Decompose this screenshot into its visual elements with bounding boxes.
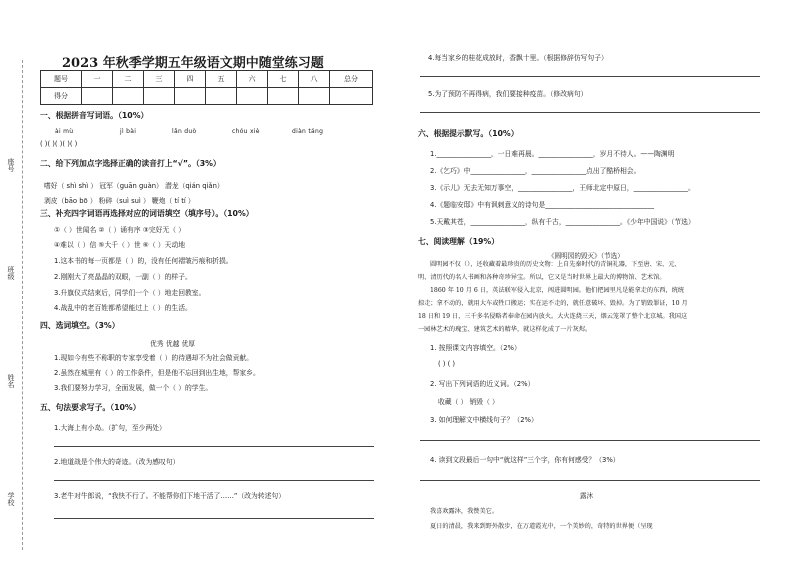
side-label-seat: 座号 <box>7 158 15 172</box>
section-5-title: 五、句法要求写子。（10%） <box>40 403 141 412</box>
table-row <box>41 88 373 105</box>
table-cell: 得分 <box>41 88 82 105</box>
table-cell: 二 <box>113 71 144 88</box>
side-label-school: 学校 <box>7 492 15 506</box>
reading-question-2: 2. 写出下列词语的近义词。（2%） <box>430 380 535 388</box>
idiom-fill-3[interactable]: 3.升旗仪式结束后，同学们一个（ ）地走回教室。 <box>54 289 206 297</box>
passage-line: 18 日和 19 日，三千多名侵略者奉命在园内放火。大火连烧三天，烟云笼罩了整个北京城。我国这 <box>418 313 688 320</box>
rewrite-question-1: 1.大海上有小岛。（扩句，至少两处） <box>54 424 166 432</box>
score-input-cell[interactable] <box>206 88 237 105</box>
side-label-class: 班级 <box>7 266 15 280</box>
word-fill-1[interactable]: 1.现如今有些不称职的专家享受着（ ）的待遇却不为社会做贡献。 <box>54 354 253 362</box>
idiom-fill-1[interactable]: 1.这本书的每一页都是（ ）的，没有任何褶皱污痕和折损。 <box>54 257 233 265</box>
pinyin-2: jì bài <box>120 128 137 135</box>
reading-question-4: 4. 读到文段最后一句中“就这样”三个字，你有何感受？（3%） <box>430 456 620 464</box>
answer-line[interactable] <box>54 518 374 519</box>
table-cell: 八 <box>299 71 330 88</box>
synonym-fill[interactable]: 收藏（ ） 销毁（ ） <box>438 398 499 406</box>
answer-line[interactable] <box>54 446 374 447</box>
pinyin-answer-row[interactable]: ( )( )( )( )( ) <box>40 140 78 148</box>
section-4-title: 四、选词填空。（3%） <box>40 321 120 330</box>
reading-question-1: 1. 按照课文内容填空。（2%） <box>430 344 521 352</box>
score-input-cell[interactable] <box>268 88 299 105</box>
score-input-cell[interactable] <box>299 88 330 105</box>
score-input-cell[interactable] <box>175 88 206 105</box>
side-label-name: 姓名 <box>7 374 15 388</box>
passage-title: 《圆明园的毁灭》（节选） <box>548 252 624 260</box>
pinyin-1: ài mù <box>55 128 74 135</box>
reading-answer-parens[interactable]: ( ) ( ) <box>438 360 456 368</box>
rewrite-question-3: 3.老牛对牛郎说，“我快不行了。不能帮你们下地干活了……”（改为转述句） <box>54 492 286 500</box>
binding-dashed-line <box>22 60 23 550</box>
table-cell: 七 <box>268 71 299 88</box>
table-cell: 一 <box>82 71 113 88</box>
passage-line: 圆明园不仅（），还收藏着最珍贵的历史文物：上自先秦时代的青铜礼器，下至唐、宋、元、 <box>430 261 681 268</box>
score-input-cell[interactable] <box>330 88 373 105</box>
section-2-title: 二、给下列加点字选择正确的读音打上“√”。（3%） <box>40 159 221 168</box>
section-1-title: 一、根据拼音写词语。（10%） <box>40 111 149 120</box>
idiom-line-1[interactable]: ①（ ）世闻名 ②（ ）诵有序 ③完好无（ ） <box>54 226 186 234</box>
rewrite-question-2: 2.地道战是个伟大的奇迹。（改为感叹句） <box>54 458 180 466</box>
dictation-item-3[interactable]: 3.《示儿》无去无知万事空，________________，王师北定中原日，________________。 <box>430 184 695 192</box>
table-cell: 四 <box>175 71 206 88</box>
pinyin-4: chóu xiè <box>232 128 260 135</box>
section-3-title: 三、补充四字词语再选择对应的词语填空（填序号）。（10%） <box>40 209 254 218</box>
answer-line[interactable] <box>420 76 760 77</box>
passage-line: 1860 年 10 月 6 日，英法联军侵入北京，闯进圆明园。他们把园里凡是能拿走的东西，统统 <box>430 287 684 294</box>
answer-line[interactable] <box>54 480 374 481</box>
passage2-line: 夏日的清晨，我来到野外散步，在万道霞光中，一个美妙的，奇特的世界便（呈现 <box>430 523 653 530</box>
score-input-cell[interactable] <box>144 88 175 105</box>
answer-line[interactable] <box>420 440 760 441</box>
passage2-title: 露沐 <box>580 492 594 500</box>
idiom-fill-4[interactable]: 4.战乱中的老百姓都希望能过上（ ）的生活。 <box>54 304 192 312</box>
idiom-line-2[interactable]: ④难以（ ）信 ⑤大千（ ）世 ⑥（ ）天动地 <box>54 241 186 249</box>
word-choices: 优秀 优越 优厚 <box>150 340 196 348</box>
dictation-item-4[interactable]: 4.《题临安邸》中有讽刺意义的诗句是________________________________ <box>430 201 654 209</box>
reading-question-3: 3. 如何理解文中横线句子？（2%） <box>430 416 538 424</box>
pinyin-5: diàn táng <box>292 128 324 135</box>
pronunciation-line-1[interactable]: 嗜好（ shì shì ） 冠军（guān guàn） 潜龙（qián qiǎn） <box>44 182 224 190</box>
dictation-item-2[interactable]: 2.《乞巧》中________________，________________点出了酷桥相会。 <box>430 167 641 175</box>
table-cell: 五 <box>206 71 237 88</box>
answer-line[interactable] <box>420 480 760 481</box>
dictation-item-5[interactable]: 5.天戴其苍，________________，纵有千古，________________。《少年中国说》（节选） <box>430 218 695 226</box>
section-6-title: 六、根据提示默写。（10%） <box>418 129 519 138</box>
score-table <box>40 70 373 105</box>
page-title: 2023 年秋季学期五年级语文期中随堂练习题 <box>62 56 324 71</box>
table-cell: 三 <box>144 71 175 88</box>
table-cell: 六 <box>237 71 268 88</box>
passage-line: 掠走；拿不动的，就用大车或牲口搬运；实在运不走的，就任意破坏、毁掉。为了销毁罪证，10 月 <box>418 300 688 307</box>
table-row <box>41 71 373 88</box>
idiom-fill-2[interactable]: 2.刚刚大了亮晶晶的双眼，一副（ ）的样子。 <box>54 273 192 281</box>
rewrite-question-5: 5.为了预防不再得病，我们要接种疫苗。（修改病句） <box>428 90 588 98</box>
passage2-line: 我喜欢露沐，我赞美它。 <box>430 508 499 515</box>
word-fill-3[interactable]: 3.我们要努力学习，全面发展，做一个（ ）的学生。 <box>54 384 213 392</box>
passage-line: 一园林艺术的瑰宝、建筑艺术的精华，就这样化成了一片灰烬。 <box>418 326 592 333</box>
rewrite-question-4: 4.每当家乡的桂花成放时，香飘十里。（根据修辞仿写句子） <box>428 54 608 62</box>
passage-line: 明、清历代的名人书画和各种奇珍异宝。所以，它又是当时世界上最大的博物馆、艺术馆。 <box>418 274 666 281</box>
pronunciation-line-2[interactable]: 剥皮（bāo bō ） 粉碎（suì suì ） 鞭炮（ tí tí ） <box>44 197 195 205</box>
answer-line[interactable] <box>420 112 760 113</box>
section-7-title: 七、阅读理解（19%） <box>418 237 500 246</box>
table-cell: 总分 <box>330 71 373 88</box>
dictation-item-1[interactable]: 1.________________，一日难再晨。________________，岁月不待人。——陶渊明 <box>430 150 675 158</box>
pinyin-3: lǎn duò <box>172 128 197 135</box>
score-input-cell[interactable] <box>82 88 113 105</box>
score-input-cell[interactable] <box>113 88 144 105</box>
score-input-cell[interactable] <box>237 88 268 105</box>
word-fill-2[interactable]: 2.虽然在城里有（ ）的工作条件，但是他不忘回到出生地，帮家乡。 <box>54 369 260 377</box>
table-cell: 题号 <box>41 71 82 88</box>
